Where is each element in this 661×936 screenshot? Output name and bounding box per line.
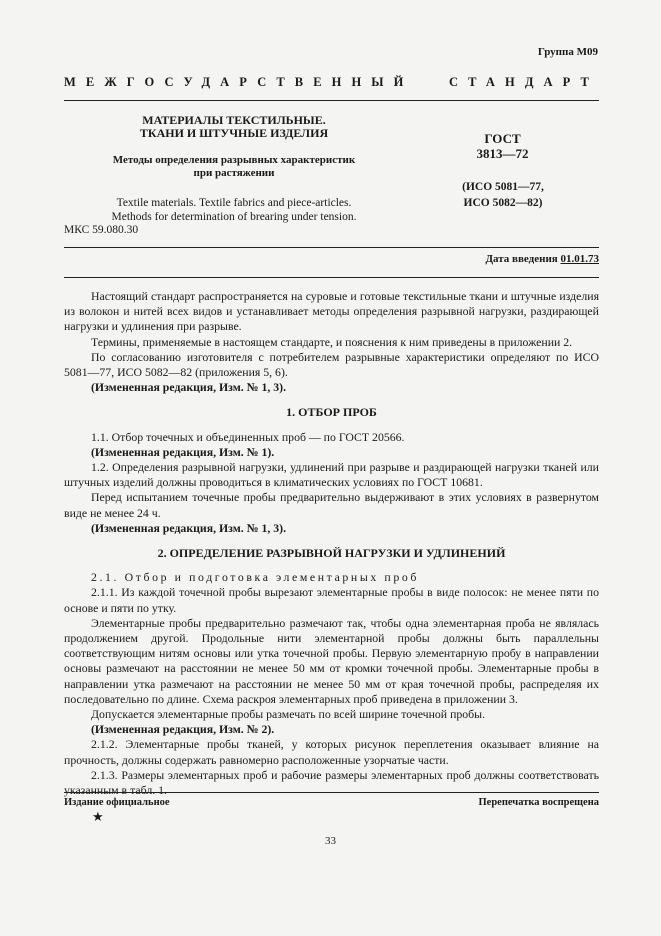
introduction-date-label: Дата введения: [485, 253, 561, 265]
paragraph: Перед испытанием точечные пробы предварительно выдерживают в этих условиях в развернутом виде не менее 24 ч.: [64, 490, 599, 520]
method-line-1: Методы определения разрывных характеристик: [112, 154, 356, 166]
paragraph: 1.2. Определения разрывной нагрузки, удлинений при разрыве и раздирающей нагрузки тканей или штучных изделий должны проводиться в климатических условиях по ГОСТ 10681.: [64, 460, 599, 490]
section-heading-2: 2. ОПРЕДЕЛЕНИЕ РАЗРЫВНОЙ НАГРУЗКИ И УДЛИНЕНИЙ: [157, 546, 506, 561]
revision-note: (Измененная редакция, Изм. № 1, 3).: [91, 520, 287, 535]
standard-heading: [64, 75, 599, 90]
gost-designation: [440, 131, 565, 161]
mks-code: МКС 59.080.30: [64, 224, 139, 236]
reprint-prohibited-note: Перепечатка воспрещена: [478, 797, 599, 808]
paragraph: Термины, применяемые в настоящем стандарте, и пояснения к ним приведены в приложении 2.: [91, 334, 573, 349]
divider-date: [64, 277, 599, 278]
group-code: Группа М09: [537, 46, 598, 58]
iso-ref-2: ИСО 5082—82): [463, 197, 543, 209]
divider-mks: [64, 247, 599, 248]
official-edition-note: Издание официальное: [64, 797, 170, 808]
paragraph: 2.1.2. Элементарные пробы тканей, у которых рисунок переплетения оказывает влияние на прочность, должны содержать равномерно расположенные узорчатые части.: [64, 737, 599, 767]
revision-note: (Измененная редакция, Изм. № 1, 3).: [91, 380, 287, 395]
paragraph: 2.1.3. Размеры элементарных проб и рабочие размеры элементарных проб должны соответствовать указанным в табл. 1.: [64, 767, 599, 798]
paragraph: 2.1.1. Из каждой точечной пробы вырезают элементарные пробы в виде полосок: не менее пяти по основе и пяти по утку.: [64, 585, 599, 615]
title-line-1: МАТЕРИАЛЫ ТЕКСТИЛЬНЫЕ.: [142, 113, 326, 127]
divider-footer: [64, 792, 599, 793]
title-line-2: ТКАНИ И ШТУЧНЫЕ ИЗДЕЛИЯ: [139, 126, 329, 140]
iso-references: [428, 179, 578, 211]
iso-ref-1: (ИСО 5081—77,: [462, 181, 544, 193]
gost-label: ГОСТ: [484, 131, 521, 146]
section-heading-1: 1. ОТБОР ПРОБ: [286, 405, 377, 420]
subsection-heading: 2.1. Отбор и подготовка элементарных проб: [91, 570, 419, 585]
title-block: [64, 114, 404, 224]
paragraph: Настоящий стандарт распространяется на суровые и готовые текстильные ткани и штучные изделия из волокон и нитей всех видов и устанавливает методы определения разрывной нагрузки, раздирающей нагрузки и удлинения при разрыве.: [64, 289, 599, 334]
english-title-2: Methods for determination of brearing under tension.: [111, 211, 357, 223]
document-body: [64, 289, 599, 798]
standard-word-standard: СТАНДАРТ: [448, 75, 599, 89]
page-number: 33: [325, 835, 336, 847]
star-icon: ★: [92, 809, 104, 824]
paragraph: Элементарные пробы предварительно размечают так, чтобы одна элементарная проба не являлась продолжением другой. Продольные нити элементарной пробы должны быть параллельны соответствующим нитям основы или утка точечной пробы. Первую элементарную пробу в направлении основы размечают на расстоянии не менее 50 мм от кромки точечной пробы. Элементарные пробы в направлении утка размечают на расстоянии не менее 50 мм от края точечной пробы, распределяя их последовательно по длине. Схема раскроя элементарных проб приведена в приложении 3.: [64, 615, 599, 706]
introduction-date: [485, 253, 599, 265]
introduction-date-value: 01.01.73: [560, 253, 599, 265]
revision-note: (Измененная редакция, Изм. № 2).: [91, 722, 275, 737]
gost-number: 3813—72: [476, 146, 529, 161]
paragraph: Допускается элементарные пробы размечать по всей ширине точечной пробы.: [91, 707, 486, 722]
standard-word-interstate: МЕЖГОСУДАРСТВЕННЫЙ: [64, 75, 414, 89]
paragraph: 1.1. Отбор точечных и объединенных проб — по ГОСТ 20566.: [91, 429, 405, 444]
divider-top: [64, 100, 599, 101]
method-line-2: при растяжении: [193, 167, 275, 179]
english-title-1: Textile materials. Textile fabrics and piece-articles.: [116, 197, 352, 209]
revision-note: (Измененная редакция, Изм. № 1).: [91, 444, 275, 459]
paragraph: По согласованию изготовителя с потребителем разрывные характеристики определяют по ИСО 5081—77, ИСО 5082—82 (приложения 5, 6).: [64, 349, 599, 380]
